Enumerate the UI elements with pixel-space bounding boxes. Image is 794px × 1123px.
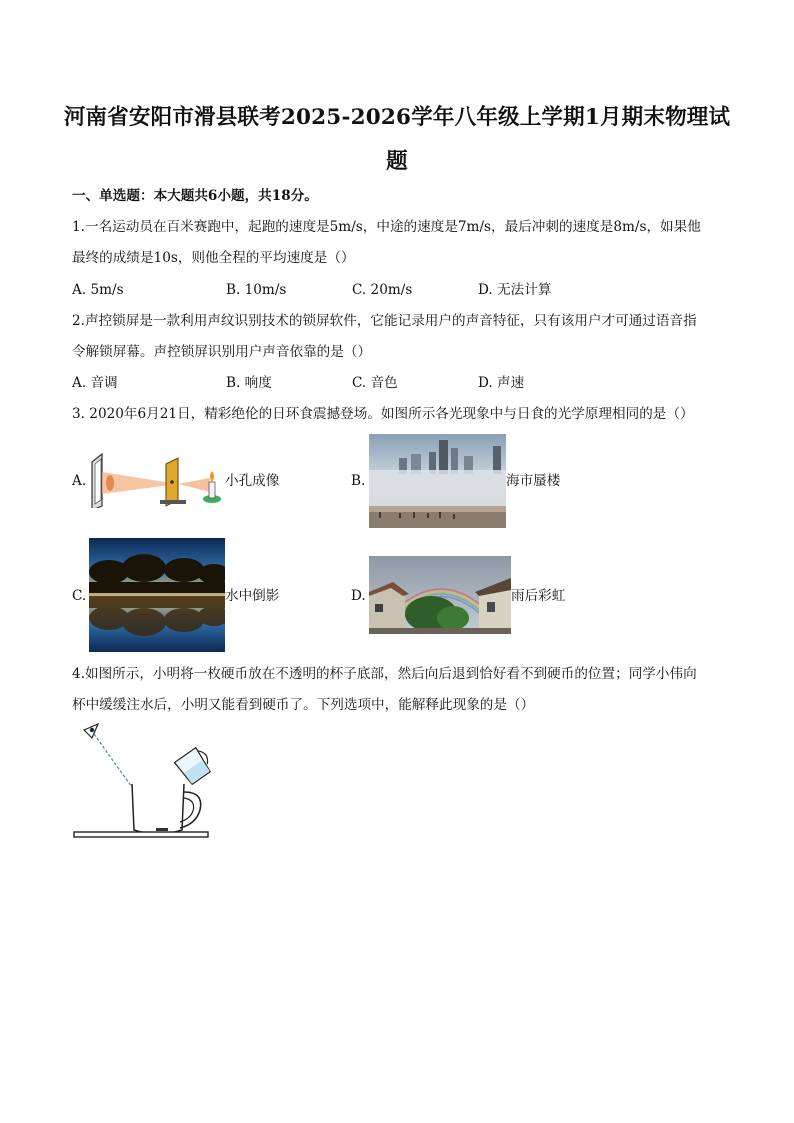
mirage-photo <box>369 434 506 528</box>
q1-line-2: 最终的成绩是10s，则他全程的平均速度是（） <box>72 250 355 266</box>
title-line-2: 题 <box>386 149 408 174</box>
q1-option-d: D. 无法计算 <box>478 282 552 298</box>
q3-option-c-caption: 水中倒影 <box>225 588 280 604</box>
q3-option-d-caption: 雨后彩虹 <box>511 588 566 604</box>
q3-option-d-letter: D. <box>351 588 366 604</box>
water-reflection-photo <box>89 538 225 652</box>
q4-line-1: 4.如图所示，小明将一枚硬币放在不透明的杯子底部，然后向后退到恰好看不到硬币的位置；同学小伟向 <box>72 666 697 682</box>
q3-line-1: 3. 2020年6月21日，精彩绝伦的日环食震撼登场。如图所示各光现象中与日食的光学原理相同的是（） <box>72 406 694 422</box>
q3-option-b-caption: 海市蜃楼 <box>506 473 561 489</box>
section-prefix: 一、单选题： <box>72 188 154 204</box>
q2-option-b: B. 响度 <box>226 375 272 391</box>
pinhole-camera-figure <box>88 448 224 508</box>
q2-option-a: A. 音调 <box>72 375 118 391</box>
title-line-1: 河南省安阳市滑县联考2025-2026学年八年级上学期1月期末物理试 <box>63 105 731 130</box>
q2-option-c: C. 音色 <box>352 375 398 391</box>
q2-option-d: D. 声速 <box>478 375 525 391</box>
section-text: 本大题共6小题，共18分。 <box>153 188 318 204</box>
exam-title <box>60 96 734 184</box>
q1-option-b: B. 10m/s <box>226 282 287 298</box>
cup-coin-figure <box>72 718 212 842</box>
q1-option-c: C. 20m/s <box>352 282 413 298</box>
q4-line-2: 杯中缓缓注水后，小明又能看到硬币了。下列选项中，能解释此现象的是（） <box>72 697 535 713</box>
q3-option-a-caption: 小孔成像 <box>225 473 280 489</box>
q3-option-a-letter: A. <box>72 473 87 489</box>
q2-line-2: 令解锁屏幕。声控锁屏识别用户声音依靠的是（） <box>72 344 372 360</box>
q1-option-a: A. 5m/s <box>72 282 124 298</box>
q3-option-c-letter: C. <box>72 588 87 604</box>
q2-line-1: 2.声控锁屏是一款利用声纹识别技术的锁屏软件，它能记录用户的声音特征，只有该用户才可通过语音指 <box>72 313 697 329</box>
section-heading <box>72 186 318 206</box>
q1-line-1: 1.一名运动员在百米赛跑中，起跑的速度是5m/s，中途的速度是7m/s，最后冲刺的速度是8m/s，如果他 <box>72 219 701 235</box>
q3-option-b-letter: B. <box>351 473 366 489</box>
rainbow-photo <box>369 556 511 634</box>
